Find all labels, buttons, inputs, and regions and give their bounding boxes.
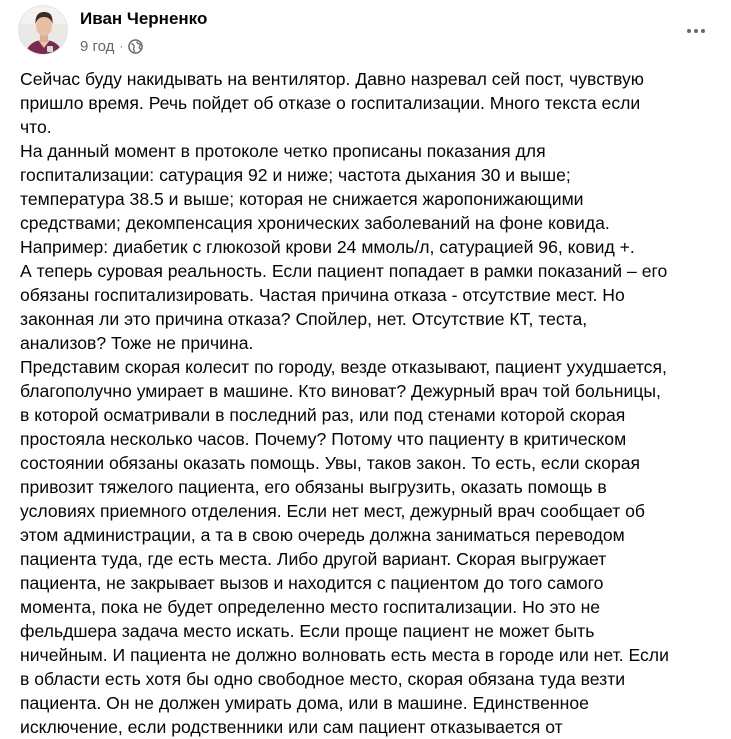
post-line: пациента туда, где есть места. Либо другой вариант. Скорая выгружает (20, 549, 607, 569)
post-line: привозит тяжелого пациента, его обязаны выгрузить, оказать помощь в (20, 477, 607, 497)
post-line: пациента, не закрывает вызов и находится с пациентом до того самого (20, 573, 604, 593)
post-line: Представим скорая колесит по городу, везде отказывают, пациент ухудшается, (20, 357, 667, 377)
post-line: температура 38.5 и выше; которая не снижается жаропонижающими (20, 189, 584, 209)
post-line: законная ли это причина отказа? Спойлер, нет. Отсутствие КТ, теста, (20, 309, 588, 329)
post-line: в области есть хотя бы одно свободное место, скорая обязана туда везти (20, 669, 626, 689)
more-horizontal-icon (701, 29, 705, 33)
avatar-photo (19, 6, 68, 55)
more-horizontal-icon (694, 29, 698, 33)
post-line: На данный момент в протоколе четко прописаны показания для (20, 141, 546, 161)
post-line: исключение, если родственники или сам пациент отказывается от (20, 717, 563, 737)
post-line: пациента. Он не должен умирать дома, или в машине. Единственное (20, 693, 589, 713)
post-body (20, 67, 722, 739)
post-line: обязаны госпитализировать. Частая причина отказа - отсутствие мест. Но (20, 285, 625, 305)
post-line: в которой осматривали в последний раз, или под стенами которой скорая (20, 405, 626, 425)
post-timestamp[interactable]: 9 год (80, 37, 115, 55)
globe-icon[interactable] (128, 39, 143, 54)
post-line: пришло время. Речь пойдет об отказе о госпитализации. Много текста если (20, 93, 641, 113)
post-header (18, 5, 718, 57)
meta-separator: · (119, 39, 124, 53)
post-line: простояла несколько часов. Почему? Потому что пациенту в критическом (20, 429, 627, 449)
post-meta (80, 36, 143, 56)
post-line: средствами; декомпенсация хронических заболеваний на фоне ковида. (20, 213, 610, 233)
post-line: благополучно умирает в машине. Кто виноват? Дежурный врач той больницы, (20, 381, 661, 401)
post-line: Например: диабетик с глюкозой крови 24 ммоль/л, сатурацией 96, ковид +. (20, 237, 635, 257)
post-line: Сейчас буду накидывать на вентилятор. Давно назревал сей пост, чувствую (20, 69, 645, 89)
post-line: состоянии обязаны оказать помощь. Увы, таков закон. То есть, если скорая (20, 453, 641, 473)
avatar[interactable] (18, 5, 68, 55)
post-line: ничейным. И пациента не должно волновать есть места в городе или нет. Если (20, 645, 669, 665)
post-line: А теперь суровая реальность. Если пациент попадает в рамки показаний – его (20, 261, 668, 281)
more-horizontal-icon (687, 29, 691, 33)
post-line: фельдшера задача место искать. Если проще пациент не может быть (20, 621, 595, 641)
post-line: условиях приемного отделения. Если нет мест, дежурный врач сообщает об (20, 501, 646, 521)
post-line: анализов? Тоже не причина. (20, 333, 254, 353)
post-line: момента, пока не будет определенно место госпитализации. Но это не (20, 597, 601, 617)
post-line: госпитализации: сатурация 92 и ниже; частота дыхания 30 и выше; (20, 165, 571, 185)
post-line: что. (20, 117, 52, 137)
post-line: этом администрации, а та в свою очередь должна заниматься переводом (20, 525, 625, 545)
author-name[interactable]: Иван Черненко (80, 9, 208, 28)
more-options-button[interactable] (678, 13, 714, 49)
